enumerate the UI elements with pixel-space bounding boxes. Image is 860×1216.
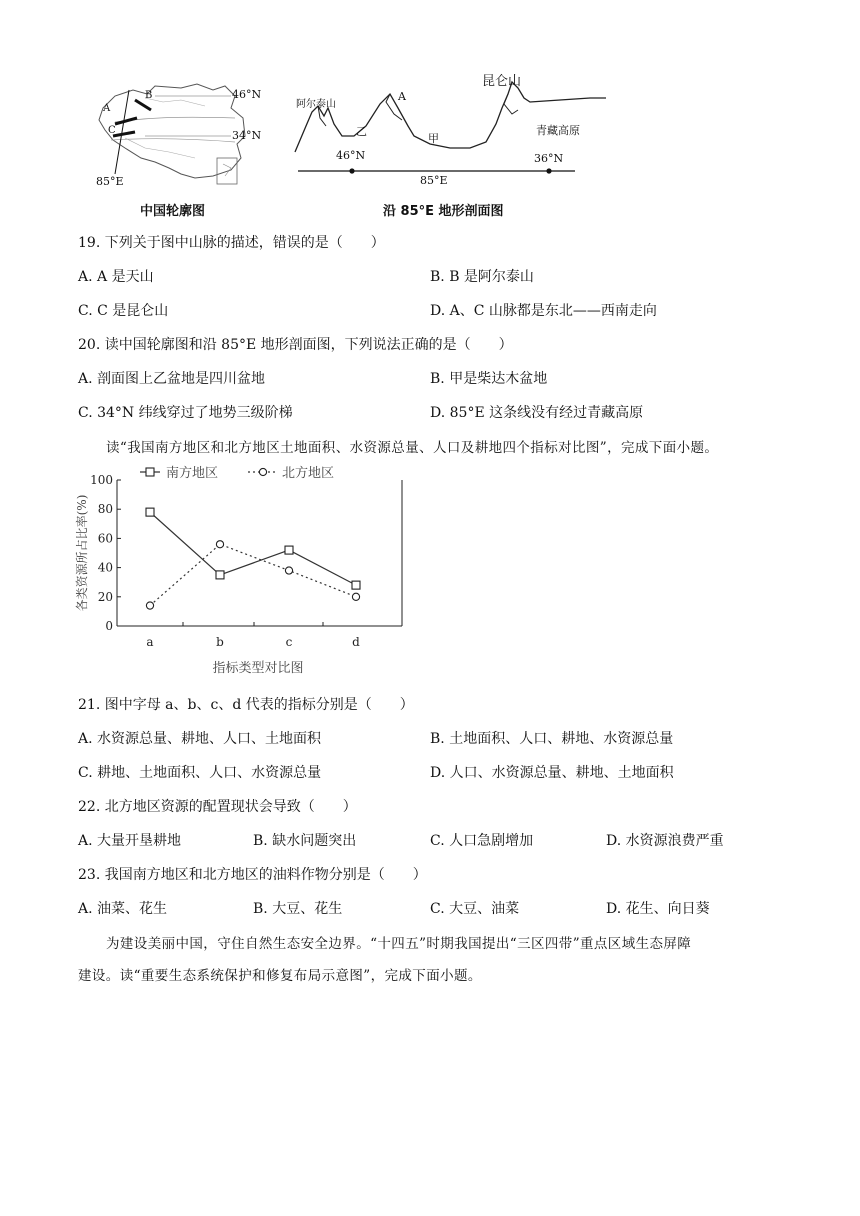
q21-option-a[interactable]: A. 水资源总量、耕地、人口、土地面积 [78, 731, 322, 747]
south-point-b [216, 571, 224, 579]
q19-stem: 19. 下列关于图中山脉的描述，错误的是（ ） [78, 235, 385, 251]
north-point-b [216, 541, 223, 548]
profile-label-85e: 85°E [420, 174, 448, 187]
series-line-north [150, 544, 356, 605]
q23-option-b[interactable]: B. 大豆、花生 [253, 901, 343, 917]
x-tick-label-a: a [146, 635, 154, 649]
mountain-c-stroke [113, 132, 135, 136]
q23-option-d[interactable]: D. 花生、向日葵 [606, 901, 710, 917]
north-point-d [352, 593, 359, 600]
map-caption: 中国轮廓图 [140, 204, 206, 219]
q21-option-b[interactable]: B. 土地面积、人口、耕地、水资源总量 [430, 731, 674, 747]
q21-stem: 21. 图中字母 a、b、c、d 代表的指标分别是（ ） [78, 697, 414, 713]
south-point-c [285, 546, 293, 554]
mountain-b-stroke [135, 100, 151, 110]
indicator-chart-svg [70, 458, 420, 688]
q22-option-c[interactable]: C. 人口急剧增加 [430, 833, 534, 849]
indicator-chart [70, 458, 420, 688]
profile-label-jia: 甲 [428, 132, 439, 145]
q21-option-c[interactable]: C. 耕地、土地面积、人口、水资源总量 [78, 765, 322, 781]
q19-option-c[interactable]: C. C 是昆仑山 [78, 303, 169, 319]
chart-caption: 指标类型对比图 [212, 661, 304, 676]
map-label-a: A [103, 103, 111, 114]
y-tick-label: 40 [97, 560, 113, 575]
y-tick-label: 0 [105, 619, 113, 633]
legend-south-label: 南方地区 [166, 466, 219, 481]
south-point-a [146, 508, 154, 516]
profile-label-a: A [398, 90, 406, 103]
legend-north-marker [259, 468, 266, 475]
profile-label-kunlun: 昆仑山 [482, 74, 522, 89]
map-label-46n: 46°N [232, 88, 262, 101]
map-label-34n: 34°N [232, 129, 262, 142]
point-36n [546, 168, 551, 173]
map-label-b: B [145, 90, 153, 101]
intro-paragraph-2-line-2: 建设。读“重要生态系统保护和修复布局示意图”，完成下面小题。 [78, 968, 482, 984]
q19-option-d[interactable]: D. A、C 山脉都是东北——西南走向 [430, 303, 657, 319]
profile-label-plateau: 青藏高原 [536, 124, 580, 137]
mountain-a-stroke [115, 118, 137, 124]
profile-label-46n: 46°N [336, 149, 366, 162]
q22-option-a[interactable]: A. 大量开垦耕地 [78, 833, 182, 849]
map-label-c: C [108, 125, 116, 136]
y-tick-label: 60 [97, 531, 113, 546]
x-tick-label-b: b [216, 635, 224, 649]
profile-surface [295, 82, 606, 152]
q19-option-b[interactable]: B. B 是阿尔泰山 [430, 269, 534, 285]
q22-stem: 22. 北方地区资源的配置现状会导致（ ） [78, 799, 357, 815]
q23-option-a[interactable]: A. 油菜、花生 [78, 901, 168, 917]
series-line-south [150, 512, 356, 585]
q22-option-b[interactable]: B. 缺水问题突出 [253, 833, 357, 849]
q23-stem: 23. 我国南方地区和北方地区的油料作物分别是（ ） [78, 867, 427, 883]
y-axis-label: 各类资源所占比率(%) [75, 494, 89, 612]
intro-paragraph-2-line-1: 为建设美丽中国，守住自然生态安全边界。“十四五”时期我国提出“三区四带”重点区域生态屏障 [106, 936, 692, 952]
legend-north-label: 北方地区 [282, 466, 335, 481]
profile-label-36n: 36°N [534, 152, 564, 165]
legend-south-marker [146, 468, 154, 476]
q19-option-a[interactable]: A. A 是天山 [78, 269, 154, 285]
q20-option-c[interactable]: C. 34°N 纬线穿过了地势三级阶梯 [78, 405, 293, 421]
q21-option-d[interactable]: D. 人口、水资源总量、耕地、土地面积 [430, 765, 674, 781]
q20-option-b[interactable]: B. 甲是柴达木盆地 [430, 371, 548, 387]
north-point-c [285, 567, 292, 574]
south-point-d [352, 581, 360, 589]
x-tick-label-d: d [352, 635, 360, 649]
profile-label-yi: 乙 [356, 125, 367, 138]
q20-stem: 20. 读中国轮廓图和沿 85°E 地形剖面图，下列说法正确的是（ ） [78, 337, 513, 353]
y-tick-label: 80 [97, 502, 113, 517]
q20-option-a[interactable]: A. 剖面图上乙盆地是四川盆地 [78, 371, 266, 387]
y-tick-label: 100 [90, 473, 113, 487]
map-label-85e: 85°E [96, 175, 124, 188]
profile-label-altai: 阿尔泰山 [296, 99, 336, 110]
y-tick-label: 20 [97, 589, 113, 604]
q20-option-d[interactable]: D. 85°E 这条线没有经过青藏高原 [430, 405, 644, 421]
point-46n [349, 168, 354, 173]
q22-option-d[interactable]: D. 水资源浪费严重 [606, 833, 724, 849]
x-tick-label-c: c [285, 635, 293, 649]
q23-option-c[interactable]: C. 大豆、油菜 [430, 901, 520, 917]
intro-paragraph-1: 读“我国南方地区和北方地区土地面积、水资源总量、人口及耕地四个指标对比图”，完成下面小题。 [106, 440, 719, 456]
north-point-a [146, 602, 153, 609]
profile-caption: 沿 85°E 地形剖面图 [383, 204, 504, 219]
